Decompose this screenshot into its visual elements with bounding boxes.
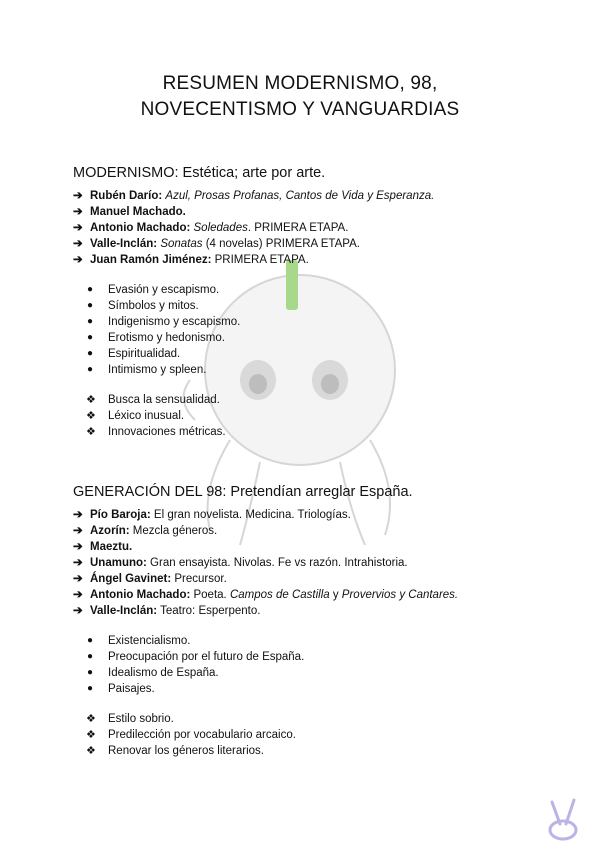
list-item: ● Erotismo y hedonismo. <box>87 332 225 344</box>
bullet-icon: ● <box>87 332 94 343</box>
arrow-icon: ➔ <box>73 557 83 569</box>
bullet-icon: ● <box>87 683 94 694</box>
arrow-icon: ➔ <box>73 525 83 537</box>
arrow-icon: ➔ <box>73 605 83 617</box>
bullet-icon: ● <box>87 300 94 311</box>
style-list <box>73 392 573 440</box>
list-item: ❖ Busca la sensualidad. <box>86 394 220 406</box>
list-item: ❖ Renovar los géneros literarios. <box>86 745 264 757</box>
list-item: ➔ Pío Baroja: El gran novelista. Medicina. Triologías. <box>73 509 351 521</box>
diamond-bullet-icon: ❖ <box>86 729 96 741</box>
list-item: ● Idealismo de España. <box>87 667 219 679</box>
list-item: ➔ Unamuno: Gran ensayista. Nivolas. Fe vs razón. Intrahistoria. <box>73 557 408 569</box>
list-item: ❖ Estilo sobrio. <box>86 713 174 725</box>
arrow-icon: ➔ <box>73 509 83 521</box>
arrow-icon: ➔ <box>73 573 83 585</box>
list-item: ● Intimismo y spleen. <box>87 364 207 376</box>
list-item: ● Paisajes. <box>87 683 155 695</box>
bullet-icon: ● <box>87 667 94 678</box>
list-item: ● Preocupación por el futuro de España. <box>87 651 305 663</box>
list-item: ❖ Predilección por vocabulario arcaico. <box>86 729 296 741</box>
list-item: ➔ Manuel Machado. <box>73 206 186 218</box>
theme-list <box>73 282 573 378</box>
arrow-icon: ➔ <box>73 254 83 266</box>
list-item: ● Espiritualidad. <box>87 348 181 360</box>
list-item: ➔ Antonio Machado: Soledades. PRIMERA ETAPA. <box>73 222 349 234</box>
bullet-icon: ● <box>87 316 94 327</box>
bullet-icon: ● <box>87 284 94 295</box>
arrow-icon: ➔ <box>73 190 83 202</box>
bullet-icon: ● <box>87 364 94 375</box>
diamond-bullet-icon: ❖ <box>86 426 96 438</box>
diamond-bullet-icon: ❖ <box>86 745 96 757</box>
list-item: ➔ Azorín: Mezcla géneros. <box>73 525 218 537</box>
author-list <box>73 188 573 268</box>
arrow-icon: ➔ <box>73 238 83 250</box>
section-generacion-98 <box>73 483 573 759</box>
style-list <box>73 711 573 759</box>
diamond-bullet-icon: ❖ <box>86 410 96 422</box>
section-heading: GENERACIÓN DEL 98: Pretendían arreglar España. <box>73 484 413 500</box>
list-item: ➔ Rubén Darío: Azul, Prosas Profanas, Cantos de Vida y Esperanza. <box>73 190 435 202</box>
arrow-icon: ➔ <box>73 541 83 553</box>
list-item: ● Símbolos y mitos. <box>87 300 199 312</box>
section-modernismo <box>73 164 573 440</box>
section-heading: MODERNISMO: Estética; arte por arte. <box>73 165 326 181</box>
author-list <box>73 507 573 619</box>
arrow-icon: ➔ <box>73 222 83 234</box>
list-item: ● Evasión y escapismo. <box>87 284 220 296</box>
list-item: ❖ Léxico inusual. <box>86 410 185 422</box>
list-item: ➔ Ángel Gavinet: Precursor. <box>73 573 227 585</box>
list-item: ➔ Juan Ramón Jiménez: PRIMERA ETAPA. <box>73 254 309 266</box>
theme-list <box>73 633 573 697</box>
title-line-1: RESUMEN MODERNISMO, 98, <box>162 73 438 94</box>
bullet-icon: ● <box>87 635 94 646</box>
list-item: ❖ Innovaciones métricas. <box>86 426 226 438</box>
arrow-icon: ➔ <box>73 589 83 601</box>
page-title <box>0 71 600 123</box>
list-item: ➔ Valle-Inclán: Sonatas (4 novelas) PRIMERA ETAPA. <box>73 238 360 250</box>
list-item: ➔ Valle-Inclán: Teatro: Esperpento. <box>73 605 261 617</box>
diamond-bullet-icon: ❖ <box>86 394 96 406</box>
list-item: ➔ Maeztu. <box>73 541 133 553</box>
arrow-icon: ➔ <box>73 206 83 218</box>
diamond-bullet-icon: ❖ <box>86 713 96 725</box>
list-item: ● Indigenismo y escapismo. <box>87 316 241 328</box>
list-item: ➔ Antonio Machado: Poeta. Campos de Castilla y Provervios y Cantares. <box>73 589 459 601</box>
list-item: ● Existencialismo. <box>87 635 191 647</box>
bullet-icon: ● <box>87 651 94 662</box>
title-line-2: NOVECENTISMO Y VANGUARDIAS <box>140 99 460 120</box>
bullet-icon: ● <box>87 348 94 359</box>
